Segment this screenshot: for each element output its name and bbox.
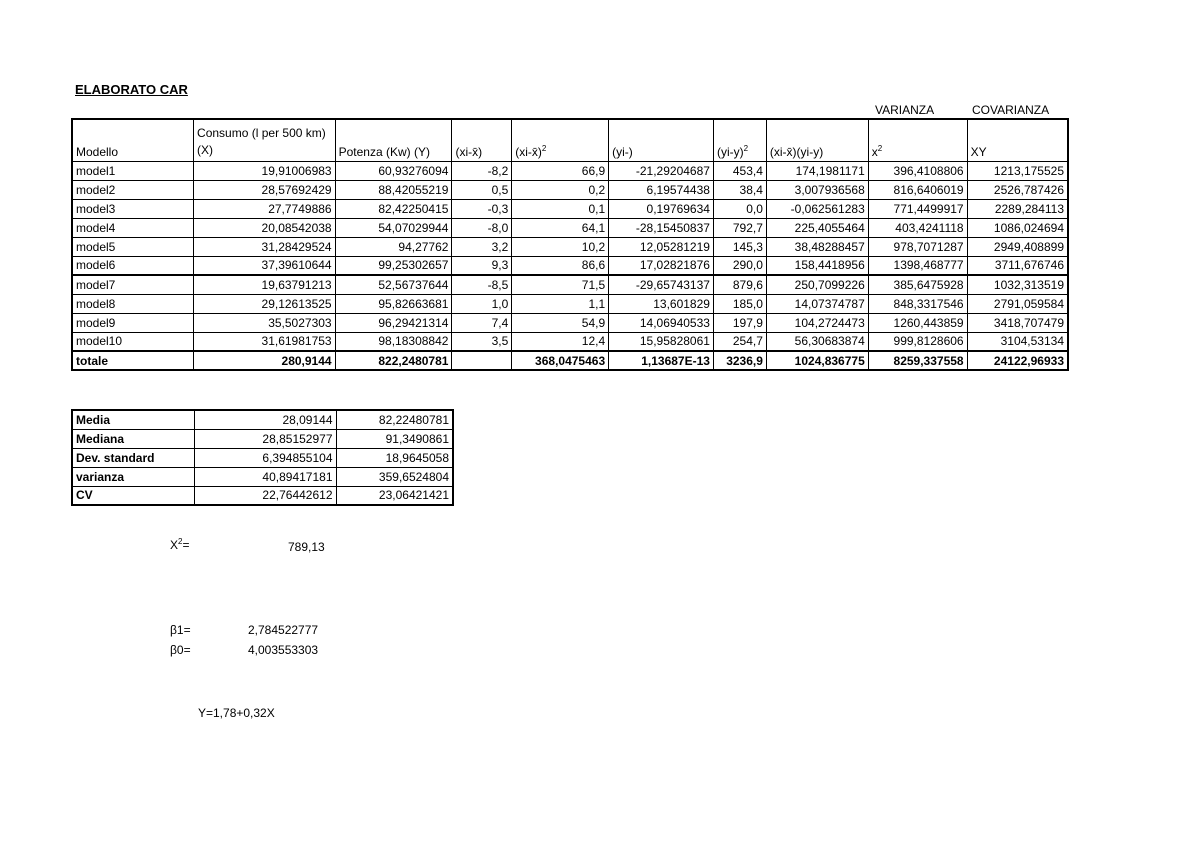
cell-dx: -8,0	[452, 218, 512, 237]
cell-modello: model1	[72, 161, 194, 180]
cell-potenza: 94,27762	[335, 237, 452, 256]
cell-dxdy: 3,007936568	[766, 180, 868, 199]
cell-potenza: 60,93276094	[335, 161, 452, 180]
cell-dy2: 792,7	[713, 218, 766, 237]
cell-x2: 1398,468777	[868, 256, 967, 275]
cell-xy: 3711,676746	[967, 256, 1068, 275]
cell-dx2: 66,9	[512, 161, 609, 180]
cell-dxdy: 14,07374787	[766, 294, 868, 313]
cell-xy: 2526,787426	[967, 180, 1068, 199]
cell-modello: model4	[72, 218, 194, 237]
cell-consumo: 29,12613525	[194, 294, 336, 313]
cell-dxdy: 104,2724473	[766, 313, 868, 332]
stats-row	[72, 429, 453, 448]
stat-x: 40,89417181	[194, 467, 336, 486]
cell-potenza: 88,42055219	[335, 180, 452, 199]
cell-modello: model7	[72, 275, 194, 294]
covarianza-label: COVARIANZA	[972, 103, 1050, 117]
cell-potenza: 96,29421314	[335, 313, 452, 332]
cell-x2: 999,8128606	[868, 332, 967, 351]
cell-dy2: 254,7	[713, 332, 766, 351]
total-dy: 1,13687E-13	[609, 351, 714, 370]
cell-modello: model2	[72, 180, 194, 199]
cell-dy2: 0,0	[713, 199, 766, 218]
cell-consumo: 31,61981753	[194, 332, 336, 351]
cell-modello: model6	[72, 256, 194, 275]
cell-dx2: 54,9	[512, 313, 609, 332]
total-x2: 8259,337558	[868, 351, 967, 370]
cell-dy2: 38,4	[713, 180, 766, 199]
table-row	[72, 180, 1068, 199]
cell-potenza: 52,56737644	[335, 275, 452, 294]
beta1-value: 2,784522777	[248, 623, 319, 637]
cell-modello: model8	[72, 294, 194, 313]
cell-dx2: 10,2	[512, 237, 609, 256]
cell-xy: 1213,175525	[967, 161, 1068, 180]
cell-dy: -21,29204687	[609, 161, 714, 180]
cell-modello: model10	[72, 332, 194, 351]
cell-dx: -8,5	[452, 275, 512, 294]
header-row	[72, 119, 1068, 161]
cell-dx: 7,4	[452, 313, 512, 332]
table-row	[72, 294, 1068, 313]
cell-dy2: 185,0	[713, 294, 766, 313]
cell-dy2: 290,0	[713, 256, 766, 275]
stat-label: varianza	[72, 467, 194, 486]
cell-potenza: 54,07029944	[335, 218, 452, 237]
table-row	[72, 218, 1068, 237]
cell-potenza: 99,25302657	[335, 256, 452, 275]
cell-dxdy: 225,4055464	[766, 218, 868, 237]
stat-label: Media	[72, 410, 194, 429]
total-modello: totale	[72, 351, 194, 370]
cell-x2: 403,4241118	[868, 218, 967, 237]
cell-x2: 1260,443859	[868, 313, 967, 332]
cell-x2: 771,4499917	[868, 199, 967, 218]
stats-row	[72, 410, 453, 429]
x2-value: 789,13	[288, 540, 325, 554]
cell-dx: 1,0	[452, 294, 512, 313]
cell-potenza: 82,42250415	[335, 199, 452, 218]
cell-consumo: 35,5027303	[194, 313, 336, 332]
cell-dxdy: 158,4418956	[766, 256, 868, 275]
header-dx2: (xi-x̄)$^2$	[512, 119, 609, 161]
cell-x2: 848,3317546	[868, 294, 967, 313]
cell-dx: 0,5	[452, 180, 512, 199]
total-potenza: 822,2480781	[335, 351, 452, 370]
cell-dx2: 64,1	[512, 218, 609, 237]
stat-label: Mediana	[72, 429, 194, 448]
varianza-label: VARIANZA	[875, 103, 935, 117]
stat-label: CV	[72, 486, 194, 505]
cell-dy: 12,05281219	[609, 237, 714, 256]
cell-potenza: 98,18308842	[335, 332, 452, 351]
cell-dy2: 197,9	[713, 313, 766, 332]
cell-dx2: 0,1	[512, 199, 609, 218]
cell-dy: 17,02821876	[609, 256, 714, 275]
cell-xy: 1086,024694	[967, 218, 1068, 237]
stat-x: 22,76442612	[194, 486, 336, 505]
regression-equation: Y=1,78+0,32X	[198, 706, 275, 720]
table-row	[72, 275, 1068, 294]
beta0-label: β0=	[170, 643, 191, 657]
stat-x: 28,85152977	[194, 429, 336, 448]
cell-consumo: 19,63791213	[194, 275, 336, 294]
cell-potenza: 95,82663681	[335, 294, 452, 313]
cell-dx2: 1,1	[512, 294, 609, 313]
header-dx: (xi-x̄)	[452, 119, 512, 161]
cell-dx2: 12,4	[512, 332, 609, 351]
stat-label: Dev. standard	[72, 448, 194, 467]
cell-consumo: 19,91006983	[194, 161, 336, 180]
cell-dx: 3,2	[452, 237, 512, 256]
data-table	[71, 118, 1069, 371]
stat-y: 91,3490861	[336, 429, 453, 448]
header-xy: XY	[967, 119, 1068, 161]
stat-y: 18,9645058	[336, 448, 453, 467]
cell-dy: -28,15450837	[609, 218, 714, 237]
cell-modello: model9	[72, 313, 194, 332]
cell-consumo: 37,39610644	[194, 256, 336, 275]
cell-dxdy: 250,7099226	[766, 275, 868, 294]
stat-y: 359,6524804	[336, 467, 453, 486]
header-consumo: Consumo (l per 500 km) (X)	[194, 119, 336, 161]
cell-xy: 3418,707479	[967, 313, 1068, 332]
cell-dy: -29,65743137	[609, 275, 714, 294]
cell-xy: 3104,53134	[967, 332, 1068, 351]
cell-dxdy: 56,30683874	[766, 332, 868, 351]
cell-dy2: 453,4	[713, 161, 766, 180]
header-dy2: $(yi-y)^2$	[713, 119, 766, 161]
cell-modello: model3	[72, 199, 194, 218]
header-potenza: Potenza (Kw) (Y)	[335, 119, 452, 161]
table-row	[72, 313, 1068, 332]
header-dxdy: (xi-x̄)(yi-y)	[766, 119, 868, 161]
stats-row	[72, 448, 453, 467]
cell-dx2: 86,6	[512, 256, 609, 275]
total-dx	[452, 351, 512, 370]
cell-consumo: 31,28429524	[194, 237, 336, 256]
cell-modello: model5	[72, 237, 194, 256]
stats-row	[72, 486, 453, 505]
cell-dy: 0,19769634	[609, 199, 714, 218]
cell-dx2: 71,5	[512, 275, 609, 294]
stat-y: 82,22480781	[336, 410, 453, 429]
total-dy2: 3236,9	[713, 351, 766, 370]
x2-label: $X^2=$	[170, 537, 190, 552]
table-row	[72, 332, 1068, 351]
cell-x2: 978,7071287	[868, 237, 967, 256]
cell-xy: 1032,313519	[967, 275, 1068, 294]
cell-dxdy: 174,1981171	[766, 161, 868, 180]
total-dxdy: 1024,836775	[766, 351, 868, 370]
stat-x: 28,09144	[194, 410, 336, 429]
beta1-label: β1=	[170, 623, 191, 637]
cell-dy: 14,06940533	[609, 313, 714, 332]
cell-consumo: 28,57692429	[194, 180, 336, 199]
cell-x2: 385,6475928	[868, 275, 967, 294]
cell-dxdy: 38,48288457	[766, 237, 868, 256]
cell-dy2: 879,6	[713, 275, 766, 294]
cell-dy: 13,601829	[609, 294, 714, 313]
total-consumo: 280,9144	[194, 351, 336, 370]
total-xy: 24122,96933	[967, 351, 1068, 370]
cell-dx: 3,5	[452, 332, 512, 351]
cell-x2: 396,4108806	[868, 161, 967, 180]
stats-row	[72, 467, 453, 486]
cell-consumo: 20,08542038	[194, 218, 336, 237]
cell-xy: 2289,284113	[967, 199, 1068, 218]
stat-x: 6,394855104	[194, 448, 336, 467]
cell-dx: 9,3	[452, 256, 512, 275]
stat-y: 23,06421421	[336, 486, 453, 505]
total-dx2: 368,0475463	[512, 351, 609, 370]
cell-consumo: 27,7749886	[194, 199, 336, 218]
sheet-title: ELABORATO CAR	[75, 82, 188, 97]
cell-dy2: 145,3	[713, 237, 766, 256]
totals-row	[72, 351, 1068, 370]
stats-table	[71, 409, 454, 506]
cell-dx: -8,2	[452, 161, 512, 180]
cell-dx: -0,3	[452, 199, 512, 218]
table-row	[72, 199, 1068, 218]
table-row	[72, 161, 1068, 180]
cell-dx2: 0,2	[512, 180, 609, 199]
cell-dxdy: -0,062561283	[766, 199, 868, 218]
beta0-value: 4,003553303	[248, 643, 319, 657]
header-modello: Modello	[72, 119, 194, 161]
table-row	[72, 256, 1068, 275]
cell-x2: 816,6406019	[868, 180, 967, 199]
cell-xy: 2949,408899	[967, 237, 1068, 256]
cell-xy: 2791,059584	[967, 294, 1068, 313]
header-x2: $x^2$	[868, 119, 967, 161]
cell-dy: 6,19574438	[609, 180, 714, 199]
table-row	[72, 237, 1068, 256]
header-dy: (yi-)	[609, 119, 714, 161]
cell-dy: 15,95828061	[609, 332, 714, 351]
